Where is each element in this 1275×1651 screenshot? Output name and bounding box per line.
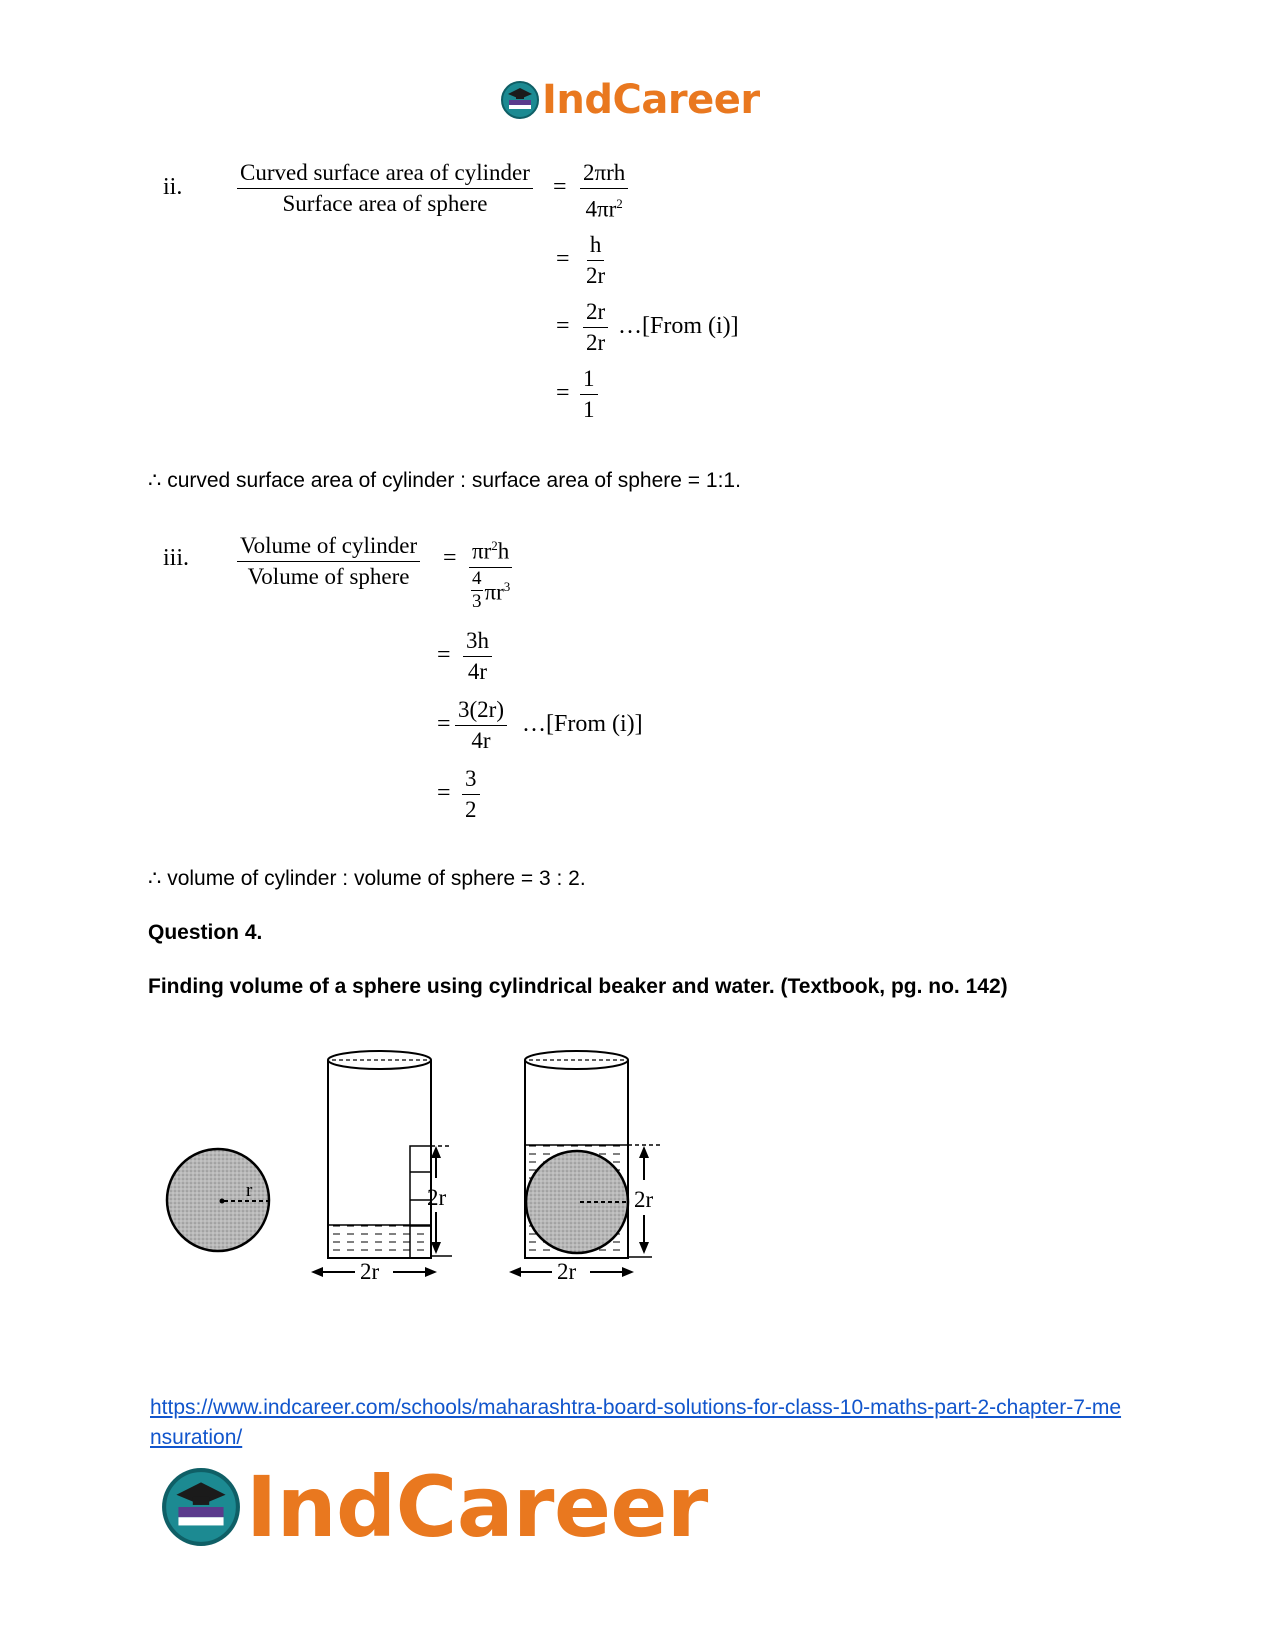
question-title: Question 4. — [148, 921, 263, 944]
part-iii-step1-denominator: 4 3 $\pi r^3$ — [472, 567, 511, 612]
footer-logo-text: IndCareer — [246, 1458, 708, 1556]
beaker2-height-label: 2r — [634, 1187, 654, 1212]
part-iii-step3-denominator: 4r — [471, 728, 491, 753]
part-iii-lhs-fraction — [237, 531, 420, 592]
part-iii-step4-denominator: 2 — [465, 797, 477, 822]
equals-sign: = — [556, 313, 570, 339]
part-ii-step3-denominator: 2r — [586, 330, 606, 355]
part-iii-step4-fraction — [462, 764, 480, 825]
part-ii-step3-numerator: 2r — [583, 297, 608, 328]
part-ii-lhs-denominator: Surface area of sphere — [282, 191, 488, 216]
part-ii-step3-fraction — [583, 297, 608, 358]
part-ii-step4-denominator: 1 — [583, 397, 595, 422]
question-text: Finding volume of a sphere using cylindrical beaker and water. (Textbook, pg. no. 142) — [148, 975, 1008, 998]
beaker-with-sphere — [509, 1051, 662, 1284]
part-ii-lhs-fraction — [237, 158, 533, 219]
equals-sign: = — [553, 174, 567, 200]
beaker-with-water — [311, 1051, 452, 1284]
part-iii-lhs-denominator: Volume of sphere — [247, 564, 410, 589]
sphere-alone — [167, 1149, 269, 1251]
part-ii-step2-numerator: h — [587, 230, 605, 261]
part-iii-step1-numerator: $\pi r^2h$ — [469, 531, 512, 568]
equals-sign: = — [556, 380, 570, 406]
part-ii-step4-numerator: 1 — [580, 364, 598, 395]
equals-sign: = — [437, 780, 451, 806]
equals-sign: = — [556, 246, 570, 272]
conclusion-ii: ∴ curved surface area of cylinder : surface area of sphere = 1:1. — [148, 469, 741, 492]
header-logo — [500, 78, 760, 122]
part-iii-step1-fraction — [468, 531, 513, 613]
part-ii-step1-fraction — [580, 158, 628, 225]
sphere-radius-label: r — [246, 1180, 253, 1201]
beaker1-width-label: 2r — [360, 1259, 380, 1284]
part-iii-step2-fraction — [463, 626, 492, 687]
header-logo-text: IndCareer — [542, 77, 760, 123]
beaker1-height-label: 2r — [427, 1185, 447, 1210]
beaker-sphere-figure — [150, 1030, 690, 1290]
footer-logo — [160, 1458, 708, 1556]
part-iii-step3-note: …[From (i)] — [522, 711, 643, 737]
globe-logo-icon — [160, 1466, 242, 1548]
globe-logo-icon — [500, 80, 540, 120]
part-ii-lhs-numerator: Curved surface area of cylinder — [237, 158, 533, 189]
beaker2-width-label: 2r — [557, 1259, 577, 1284]
part-iii-step3-numerator: 3(2r) — [455, 695, 507, 726]
part-ii-step1-denominator: $4\pi r^2$ — [585, 196, 623, 222]
conclusion-iii: ∴ volume of cylinder : volume of sphere = 3 : 2. — [148, 867, 586, 890]
part-ii-step1-numerator: 2πrh — [580, 158, 628, 189]
part-iii-label: iii. — [163, 545, 190, 571]
equals-sign: = — [437, 642, 451, 668]
part-ii-step3-note: …[From (i)] — [618, 313, 739, 339]
source-link[interactable]: https://www.indcareer.com/schools/maharashtra-board-solutions-for-class-10-maths-part-2-chapter-7-mensuration/ — [150, 1396, 1122, 1449]
part-iii-step2-numerator: 3h — [463, 626, 492, 657]
part-iii-step2-denominator: 4r — [467, 659, 488, 684]
part-ii-step4-fraction — [580, 364, 598, 425]
part-ii-step2-denominator: 2r — [586, 263, 606, 288]
four-thirds-fraction: 4 3 — [472, 567, 482, 612]
equals-sign: = — [443, 545, 457, 571]
part-iii-step4-numerator: 3 — [462, 764, 480, 795]
part-ii-label: ii. — [163, 174, 183, 200]
part-ii-step2-fraction — [583, 230, 608, 291]
equals-sign: = — [437, 711, 451, 737]
part-iii-lhs-numerator: Volume of cylinder — [237, 531, 420, 562]
part-iii-step3-fraction — [455, 695, 507, 756]
